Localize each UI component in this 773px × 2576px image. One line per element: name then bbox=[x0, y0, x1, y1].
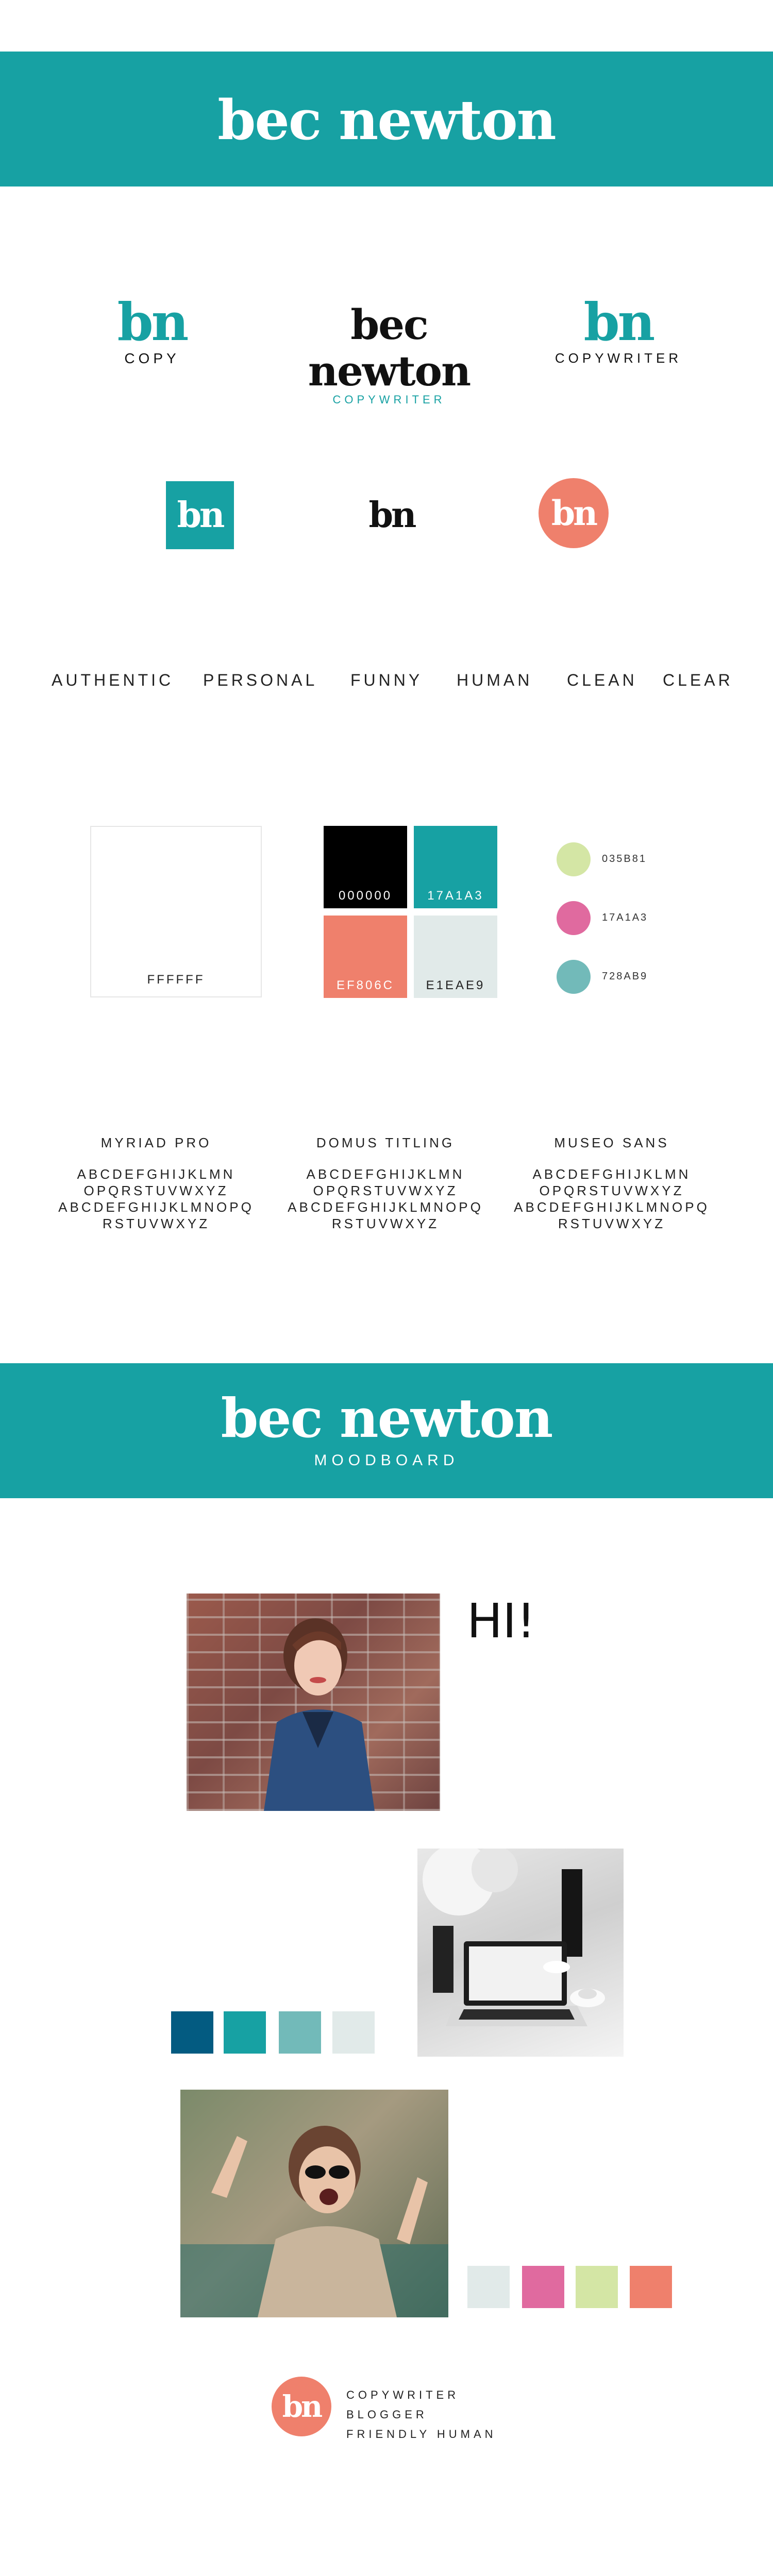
font-sample-line: ABCDEFGHIJKLMNOPQ bbox=[514, 1199, 710, 1215]
footer-line-blogger: BLOGGER bbox=[346, 2408, 428, 2421]
font-sample-line: ABCDEFGHIJKLMN bbox=[532, 1166, 691, 1182]
photo-playful-portrait bbox=[180, 2090, 448, 2317]
logo-bn-teal: bn bbox=[117, 292, 187, 352]
keyword-personal: PERSONAL bbox=[203, 671, 318, 689]
keyword-human: HUMAN bbox=[457, 671, 533, 689]
brand-title: bec newton bbox=[217, 88, 556, 152]
footer-tagline bbox=[346, 2385, 497, 2444]
font-sample-line: RSTUVWXYZ bbox=[558, 1216, 666, 1231]
font-sample-line: OPQRSTUVWXYZ bbox=[539, 1183, 684, 1198]
dot-green-label: 035B81 bbox=[602, 853, 647, 865]
keyword-clear: CLEAR bbox=[663, 671, 733, 689]
swatch-coral-label: EF806C bbox=[336, 978, 395, 992]
dot-aqua bbox=[557, 960, 591, 994]
logo-wordmark bbox=[273, 301, 505, 406]
font-sample-line: ABCDEFGHIJKLMNOPQ bbox=[288, 1199, 483, 1215]
square-badge-mark: bn bbox=[177, 495, 223, 536]
footer-badge-mark: bn bbox=[282, 2389, 321, 2424]
logo-circle-badge bbox=[539, 478, 609, 548]
font-sample-domus bbox=[288, 1166, 483, 1232]
swatch-teal bbox=[414, 826, 497, 908]
font-name-domus: DOMUS TITLING bbox=[316, 1135, 455, 1150]
swatch-white bbox=[90, 826, 262, 997]
circle-badge-mark: bn bbox=[551, 493, 596, 533]
moodboard-subtitle: MOODBOARD bbox=[314, 1452, 459, 1469]
keyword-authentic: AUTHENTIC bbox=[52, 671, 174, 689]
footer-badge bbox=[272, 2377, 331, 2436]
font-name-museo: MUSEO SANS bbox=[554, 1135, 669, 1150]
swatch-teal-label: 17A1A3 bbox=[427, 889, 484, 903]
photo-laptop-desk bbox=[417, 1849, 624, 2057]
keyword-clean: CLEAN bbox=[567, 671, 637, 689]
mood-tile-mist bbox=[332, 2011, 375, 2054]
keyword-funny: FUNNY bbox=[350, 671, 423, 689]
mood-tile-aqua bbox=[279, 2011, 321, 2054]
font-sample-line: RSTUVWXYZ bbox=[102, 1216, 210, 1231]
playful-figure bbox=[180, 2090, 448, 2317]
plain-mark: bn bbox=[368, 495, 415, 536]
font-sample-line: ABCDEFGHIJKLMN bbox=[77, 1166, 236, 1182]
swatch-black bbox=[324, 826, 407, 908]
top-banner bbox=[0, 52, 773, 187]
mood-tile-coral bbox=[630, 2266, 672, 2308]
portrait-figure bbox=[187, 1594, 440, 1811]
mood-tile-mist-2 bbox=[467, 2266, 510, 2308]
moodboard-banner bbox=[0, 1363, 773, 1498]
mood-tile-pink bbox=[522, 2266, 564, 2308]
logo-primary bbox=[100, 294, 204, 367]
font-sample-myriad bbox=[58, 1166, 254, 1232]
photo-portrait-brick bbox=[187, 1594, 440, 1811]
dot-green bbox=[557, 842, 591, 876]
swatch-mist-label: E1EAE9 bbox=[426, 978, 485, 992]
swatch-black-label: 000000 bbox=[338, 889, 393, 903]
logo-copy-label: COPY bbox=[124, 350, 180, 366]
logo-plain bbox=[361, 489, 423, 541]
dot-pink-label: 17A1A3 bbox=[602, 912, 648, 923]
dot-aqua-label: 728AB9 bbox=[602, 971, 648, 982]
footer-line-human: FRIENDLY HUMAN bbox=[346, 2428, 497, 2441]
font-sample-line: OPQRSTUVWXYZ bbox=[83, 1183, 229, 1198]
font-sample-line: ABCDEFGHIJKLMNOPQ bbox=[58, 1199, 254, 1215]
logo-alt-sub: COPYWRITER bbox=[554, 350, 682, 366]
logo-square-badge bbox=[166, 481, 234, 549]
footer-line-copywriter: COPYWRITER bbox=[346, 2388, 460, 2401]
font-sample-line: OPQRSTUVWXYZ bbox=[313, 1183, 458, 1198]
mood-tile-navy bbox=[171, 2011, 213, 2054]
swatch-coral bbox=[324, 916, 407, 998]
font-name-myriad: MYRIAD PRO bbox=[100, 1135, 212, 1150]
logo-bn-alt: bn bbox=[583, 292, 653, 352]
wordmark-text: bec newton bbox=[308, 300, 470, 395]
swatch-mist bbox=[414, 916, 497, 998]
font-sample-museo bbox=[514, 1166, 710, 1232]
font-sample-line: ABCDEFGHIJKLMN bbox=[306, 1166, 465, 1182]
laptop-scene bbox=[417, 1849, 624, 2057]
mood-tile-lime bbox=[576, 2266, 618, 2308]
dot-pink bbox=[557, 901, 591, 935]
greeting-text: HI! bbox=[467, 1594, 536, 1649]
moodboard-title: bec newton bbox=[221, 1386, 552, 1450]
logo-alt bbox=[541, 294, 696, 366]
font-sample-line: RSTUVWXYZ bbox=[331, 1216, 440, 1231]
wordmark-sub: COPYWRITER bbox=[332, 393, 446, 406]
swatch-white-label: FFFFFF bbox=[147, 973, 205, 987]
mood-tile-teal bbox=[224, 2011, 266, 2054]
